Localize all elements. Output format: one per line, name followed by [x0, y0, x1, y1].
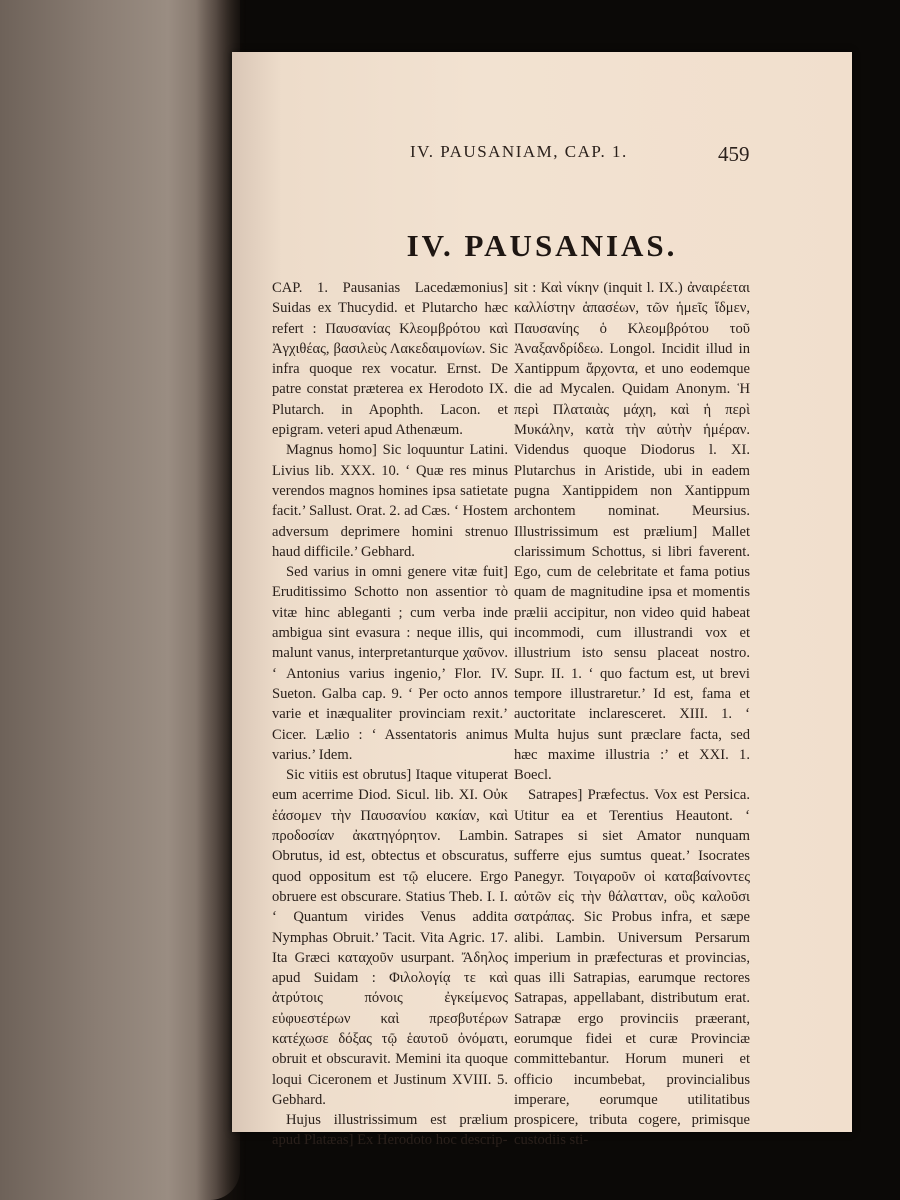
- chapter-title: IV. PAUSANIAS.: [406, 228, 678, 263]
- paragraph: Sic vitiis est obrutus] Itaque vituperat eum acerrime Diod. Sicul. lib. XI. Οὐκ ἐάσομεν τὴν Παυσανίου κακίαν, καὶ προδοσίαν ἀκατηγόρητον. Lambin. Obrutus, id est, obtectus et obscuratus, quod oppositum est τῷ elucere. Ergo obruere est obscurare. Statius Theb. I. I. ‘ Quantum virides Venus addita Nymphas Obruit.’ Tacit. Vita Agric. 17. Ita Græci καταχοῦν usurpant. Ἄδηλος apud Suidam : Φιλολογίᾳ τε καὶ ἀτρύτοις πόνοις ἐγκείμενος εὐφυεστέρων καὶ πρεσβυτέρων κατέχωσε δόξας τῷ ἑαυτοῦ ὀνόματι, obruit et obscuravit. Memini ita quoque loqui Ciceronem et Justinum XVIII. 5. Gebhard.: [272, 767, 508, 1108]
- paragraph: Sed varius in omni genere vitæ fuit] Eruditissimo Schotto non assentior τὸ vitæ hinc ableganti ; cum verba inde ambigua sint evasura : neque illis, qui malunt vanus, interpretanturque χαῦνον. ‘ Antonius varius ingenio,’ Flor. IV. Sueton. Galba cap. 9. ‘ Per octo annos varie et inæqualiter provinciam rexit.’ Cicer. Lælio : ‘ Assentatoris animus varius.’ Idem.: [272, 564, 508, 763]
- paragraph: Satrapes] Præfectus. Vox est Persica. Utitur ea et Terentius Heautont. ‘ Satrapes si siet Amator nunquam sufferre ejus sumtus queat.’ Isocrates Panegyr. Τοιγαροῦν οἱ καταβαίνοντες αὐτῶν εἰς τὴν θάλατταν, οὓς καλοῦσι σατράπας. Sic Probus infra, et sæpe alibi. Lambin. Universum Persarum imperium in præfecturas et provincias, quas illi Satrapias, earumque rectores Satrapas, appellabant, distributum erat. Satrapæ ergo provinciis præerant, eorumque fidei et curæ Provinciæ committebantur. Horum muneri et officio incumbebat, provincialibus imperare, eorumque utilitatibus prospicere, tributa cogere, primisque custodiis sti-: [514, 787, 750, 1149]
- paragraph: Magnus homo] Sic loquuntur Latini. Livius lib. XXX. 10. ‘ Quæ res minus verendos magnos homines ipsa satietate facit.’ Sallust. Orat. 2. ad Cæs. ‘ Hostem adversum deprimere homini strenuo haud difficile.’ Gebhard.: [272, 442, 508, 560]
- running-header: IV. PAUSANIAM, CAP. 1.: [410, 142, 628, 161]
- text-column-left: [272, 278, 508, 1149]
- paragraph: sit : Καὶ νίκην (inquit l. IX.) ἀναιρέεται καλλίστην ἁπασέων, τῶν ἡμεῖς ἴδμεν, Παυσανίης ὁ Κλεομβρότου τοῦ Ἀναξανδρίδεω. Longol. Incidit illud in Xantippum ἄρχοντα, et uno eodemque die ad Mycalen. Quidam Anonym. Ἡ περὶ Πλαταιὰς μάχη, καὶ ἡ περὶ Μυκάλην, κατὰ τὴν αὐτὴν ἡμέραν. Videndus quoque Diodorus l. XI. Plutarchus in Aristide, ubi in eadem pugna Xantippidem non Xantippum archontem nominat. Meursius. Illustrissimum est prælium] Mallet clarissimum Schottus, si libri faverent. Ego, cum de celebritate et fama potius quam de magnitudine ipsa et momentis prælii accipitur, non video quid habeat incommodi, cum illustrandi vox et illustrium isto sensu placeat nostro. Supr. II. 1. ‘ quo factum est, ut brevi tempore illustraretur.’ Id est, fama et auctoritate inclaresceret. XIII. 1. ‘ Multa hujus sunt præclare facta, sed hæc maxime illustria :’ et XXI. 1. Boecl.: [514, 280, 750, 784]
- page-number: 459: [718, 142, 750, 166]
- text-column-right: [514, 278, 750, 1149]
- paragraph: CAP. 1. Pausanias Lacedæmonius] Suidas ex Thucydid. et Plutarcho hæc refert : Παυσανίας Κλεομβρότου καὶ Ἀγχιθέας, βασιλεὺς Λακεδαιμονίων. Sic infra quoque rex vocatur. Ernst. De patre constat præterea ex Herodoto IX. Plutarch. in Apophth. Lacon. et epigram. veteri apud Athenæum.: [272, 280, 508, 439]
- paragraph: Hujus illustrissimum est prælium apud Platæas] Ex Herodoto hoc descrip-: [272, 1112, 508, 1149]
